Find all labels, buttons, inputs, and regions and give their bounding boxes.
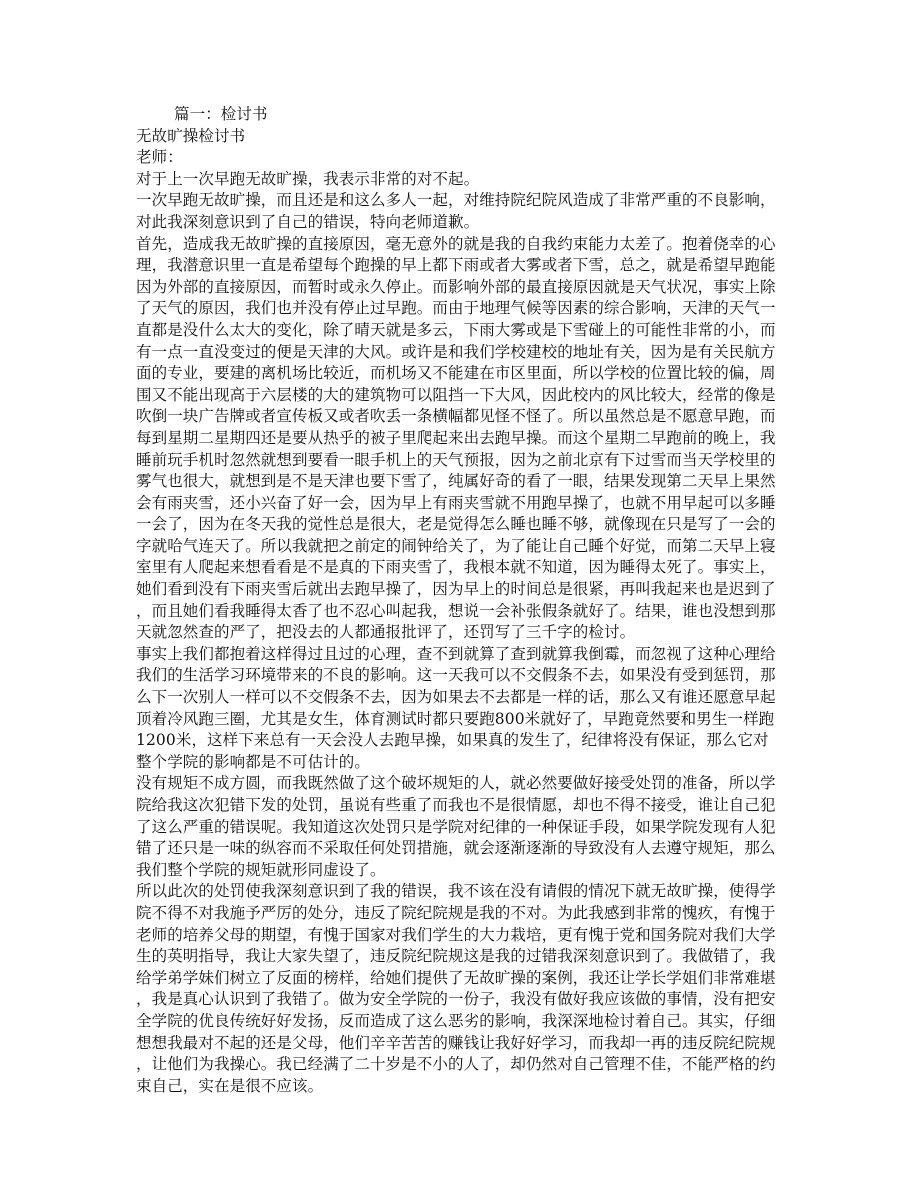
section-heading: 篇一：检讨书 — [174, 105, 268, 123]
paragraph-line: 全学院的优良传统好好发扬，反而造成了这么恶劣的影响，我深深地检讨着自己。其实，仔细 — [136, 1011, 776, 1030]
paragraph-line: 院不得不对我施予严厉的处分，违反了院纪院规是我的不对。为此我感到非常的愧疚，有愧于 — [136, 903, 776, 922]
paragraph — [136, 190, 786, 233]
paragraph-line: 字就哈气连天了。所以我就把之前定的闹钟给关了，为了能让自己睡个好觉，而第二天早上寝 — [136, 536, 776, 555]
paragraphs-container — [136, 169, 786, 1098]
paragraph-line: 了天气的原因，我们也并没有停止过早跑。而由于地理气候等因素的综合影响，天津的天气一 — [136, 299, 776, 318]
paragraph-line: 围又不能出现高于六层楼的大的建筑物可以阻挡一下大风，因此校内的风比较大，经常的像是 — [136, 385, 776, 404]
paragraph-line: ，而且她们看我睡得太香了也不忍心叫起我，想说一会补张假条就好了。结果，谁也没想到那 — [136, 601, 776, 620]
paragraph-line: 理，我潜意识里一直是希望每个跑操的早上都下雨或者大雾或者下雪，总之，就是希望早跑能 — [136, 256, 776, 275]
paragraph-line: 没有规矩不成方圆，而我既然做了这个破坏规矩的人，就必然要做好接受处罚的准备，所以学 — [136, 774, 776, 793]
paragraph-line: 首先，造成我无故旷操的直接原因，毫无意外的就是我的自我约束能力太差了。抱着侥幸的心 — [136, 234, 776, 253]
paragraph-line: 对此我深刻意识到了自己的错误，特向老师道歉。 — [136, 212, 480, 231]
paragraph-line: 束自己，实在是很不应该。 — [136, 1076, 324, 1095]
paragraph-line: 吹倒一块广告牌或者宣传板又或者吹丢一条横幅都见怪不怪了。所以虽然总是不愿意早跑，而 — [136, 407, 776, 426]
paragraph-line: 事实上我们都抱着这样得过且过的心理，查不到就算了查到就算我倒霉，而忽视了这种心理给 — [136, 644, 776, 663]
paragraph-line: 我们的生活学习环境带来的不良的影响。这一天我可以不交假条不去，如果没有受到惩罚，那 — [136, 666, 776, 685]
paragraph — [136, 881, 786, 1097]
paragraph-line: 我们整个学院的规矩就形同虚设了。 — [136, 860, 386, 879]
paragraph — [136, 644, 786, 774]
paragraph-line: 她们看到没有下雨夹雪后就出去跑早操了，因为早上的时间总是很紧，再叫我起来也是迟到了 — [136, 580, 776, 599]
paragraph-line: 院给我这次犯错下发的处罚，虽说有些重了而我也不是很情愿，却也不得不接受，谁让自己犯 — [136, 796, 776, 814]
paragraph-line: 睡前玩手机时忽然就想到要看一眼手机上的天气预报，因为之前北京有下过雪而当天学校里的 — [136, 450, 776, 469]
paragraph — [136, 169, 786, 191]
document-title: 无故旷操检讨书 — [136, 126, 246, 145]
paragraph-line: 直都是没什么太大的变化，除了晴天就是多云，下雨大雾或是下雪碰上的可能性非常的小，而 — [136, 320, 776, 339]
paragraph-line: ，我是真心认识到了我错了。做为安全学院的一份子，我没有做好我应该做的事情，没有把安 — [136, 990, 776, 1009]
paragraph-line: ，让他们为我操心。我已经满了二十岁是不小的人了，却仍然对自己管理不佳，不能严格的约 — [136, 1055, 776, 1074]
paragraph-line: 一次早跑无故旷操，而且还是和这么多人一起，对维持院纪院风造成了非常严重的不良影响， — [136, 191, 776, 210]
paragraph-line: 一会了，因为在冬天我的觉性总是很大，老是觉得怎么睡也睡不够，就像现在只是写了一会的 — [136, 515, 776, 534]
paragraph-line: 每到星期二星期四还是要从热乎的被子里爬起来出去跑早操。而这个星期二早跑前的晚上，我 — [136, 428, 776, 447]
paragraph-line: 老师的培养父母的期望，有愧于国家对我们学生的大力栽培，更有愧于党和国务院对我们大学 — [136, 925, 776, 944]
paragraph-line: 给学弟学妹们树立了反面的榜样，给她们提供了无故旷操的案例，我还让学长学姐们非常难堪 — [136, 968, 776, 987]
paragraph-line: 面的专业，要建的离机场比较近，而机场又不能建在市区里面，所以学校的位置比较的偏，周 — [136, 364, 776, 383]
paragraph — [136, 234, 786, 644]
paragraph-line: 雾气也很大，就想到是不是天津也要下雪了，纯属好奇的看了一眼，结果发现第二天早上果然 — [136, 472, 776, 491]
salutation: 老师： — [136, 148, 183, 167]
paragraph-line: 有一点一直没变过的便是天津的大风。或许是和我们学校建校的地址有关，因为是有关民航方 — [136, 342, 776, 361]
paragraph-line: 顶着冷风跑三圈，尤其是女生，体育测试时都只要跑800米就好了，早跑竟然要和男生一样跑 — [136, 709, 775, 728]
paragraph-line: 生的英明指导，我让大家失望了，违反院纪院规这是我的过错我深刻意识到了。我做错了，我 — [136, 947, 776, 966]
paragraph-line: 错了还只是一味的纵容而不采取任何处罚措施，就会逐渐逐渐的导致没有人去遵守规矩，那么 — [136, 839, 776, 858]
paragraph-line: 想想我最对不起的还是父母，他们辛辛苦苦的赚钱让我好好学习，而我却一再的违反院纪院规 — [136, 1033, 776, 1052]
paragraph-line: 室里有人爬起来想看看是不是真的下雨夹雪了，我根本就不知道，因为睡得太死了。事实上， — [136, 558, 776, 577]
paragraph-line: 所以此次的处罚使我深刻意识到了我的错误，我不该在没有请假的情况下就无故旷操，使得学 — [136, 882, 776, 901]
paragraph-line: 整个学院的影响都是不可估计的。 — [136, 752, 371, 771]
paragraph — [136, 773, 786, 881]
paragraph-line: 会有雨夹雪，还小兴奋了好一会，因为早上有雨夹雪就不用跑早操了，也就不用早起可以多睡 — [136, 493, 776, 512]
paragraph-line: 1200米，这样下来总有一天会没人去跑早操，如果真的发生了，纪律将没有保证，那么它对 — [136, 731, 769, 750]
paragraph-line: 对于上一次早跑无故旷操，我表示非常的对不起。 — [136, 169, 480, 188]
document-body — [136, 104, 786, 1097]
paragraph-line: 因为外部的直接原因，而暂时或永久停止。而影响外部的最直接原因就是天气状况，事实上除 — [136, 277, 776, 296]
paragraph-line: 么下一次别人一样可以不交假条不去，因为如果去不去都是一样的话，那么又有谁还愿意早起 — [136, 688, 776, 707]
paragraph-line: 天就忽然查的严了，把没去的人都通报批评了，还罚写了三千字的检讨。 — [136, 623, 636, 642]
paragraph-line: 了这么严重的错误呢。我知道这次处罚只是学院对纪律的一种保证手段，如果学院发现有人犯 — [136, 817, 776, 836]
